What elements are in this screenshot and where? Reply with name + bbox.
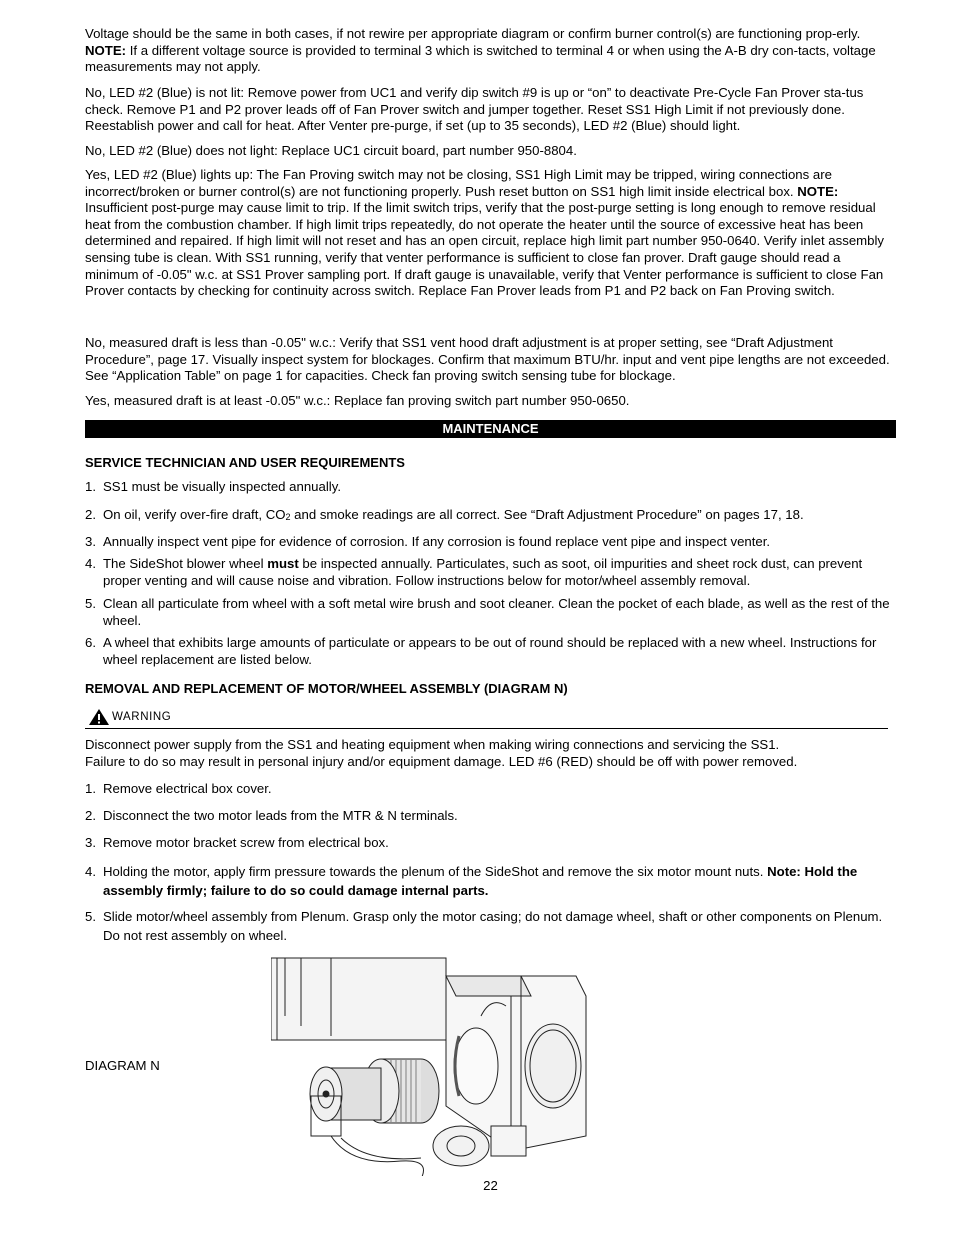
service-requirements-heading: SERVICE TECHNICIAN AND USER REQUIREMENTS (85, 455, 405, 470)
paragraph-draft-less: No, measured draft is less than -0.05" w.c.: Verify that SS1 vent hood draft adjustment is at proper setting, see “Draft Adjustment Procedure”, page 17. Visually inspect system for blockages. Confirm that maximum BTU/hr. input and vent pipe lengths are not exceeded. See “Application Table” on page 1 for capacities. Check fan proving switch sensing tube for blockage. (85, 335, 890, 384)
paragraph-led2-lights-up: Yes, LED #2 (Blue) lights up: The Fan Proving switch may not be closing, SS1 High Limit may be tripped, wiring connections are incorrect/broken or burner control(s) are not functioning properly. Push reset button on SS1 high limit inside electrical box. NOTE: Insufficient post-purge may cause limit to trip. If the limit switch trips, verify that the post-purge setting is long enough to remove residual heat from the combustion chamber. If high limit trips repeatedly, do not operate the heater until the source of excessive heat has been determined and repaired. If high limit will not reset and has an open circuit, replace high limit part number 950-0640. Verify inlet assembly sensing tube is clean. With SS1 running, verify that venter performance is sufficient to close fan prover. Draft gauge should read a minimum of -0.05" w.c. at SS1 Prover sampling port. If draft gauge is unavailable, verify that Venter performance is sufficient to close Fan Prover contacts by checking for continuity across switch. Replace Fan Prover leads from P1 and P2 back on Fan Proving switch. (85, 167, 884, 299)
paragraph-led2-not-lit: No, LED #2 (Blue) is not lit: Remove power from UC1 and verify dip switch #9 is up or “on” to deactivate Pre-Cycle Fan Prover sta-tus check. Remove P1 and P2 prover leads off of Fan Prover switch and jumper together. Reset SS1 High Limit if not previously done. Reestablish power and call for heat. After Venter pre-purge, if set (up to 35 seconds), LED #2 (Blue) should light. (85, 85, 864, 134)
diagram-n-label: DIAGRAM N (85, 1058, 160, 1073)
paragraph-voltage: Voltage should be the same in both cases, if not rewire per appropriate diagram or confirm burner control(s) are functioning prop-erly. NOTE: If a different voltage source is provided to terminal 3 which is switched to terminal 4 or when using the A-B dry con-tacts, voltage measurements may not apply. (85, 26, 876, 75)
removal-heading: REMOVAL AND REPLACEMENT OF MOTOR/WHEEL ASSEMBLY (DIAGRAM N) (85, 681, 568, 696)
motor-wheel-assembly-diagram (271, 956, 591, 1176)
warning-label: WARNING (112, 711, 172, 723)
maintenance-section-bar: MAINTENANCE (85, 420, 896, 438)
warning-row (85, 708, 888, 729)
paragraph-led2-does-not-light: No, LED #2 (Blue) does not light: Replace UC1 circuit board, part number 950-8804. (85, 143, 577, 158)
page-number: 22 (483, 1178, 498, 1193)
warning-text: Disconnect power supply from the SS1 and heating equipment when making wiring connections and servicing the SS1. Failure to do so may result in personal injury and/or equipment damage. LED #6 (RED) should be off with power removed. (85, 737, 798, 769)
warning-triangle-icon (88, 708, 110, 726)
paragraph-draft-at-least: Yes, measured draft is at least -0.05" w.c.: Replace fan proving switch part number 950-0650. (85, 393, 630, 408)
